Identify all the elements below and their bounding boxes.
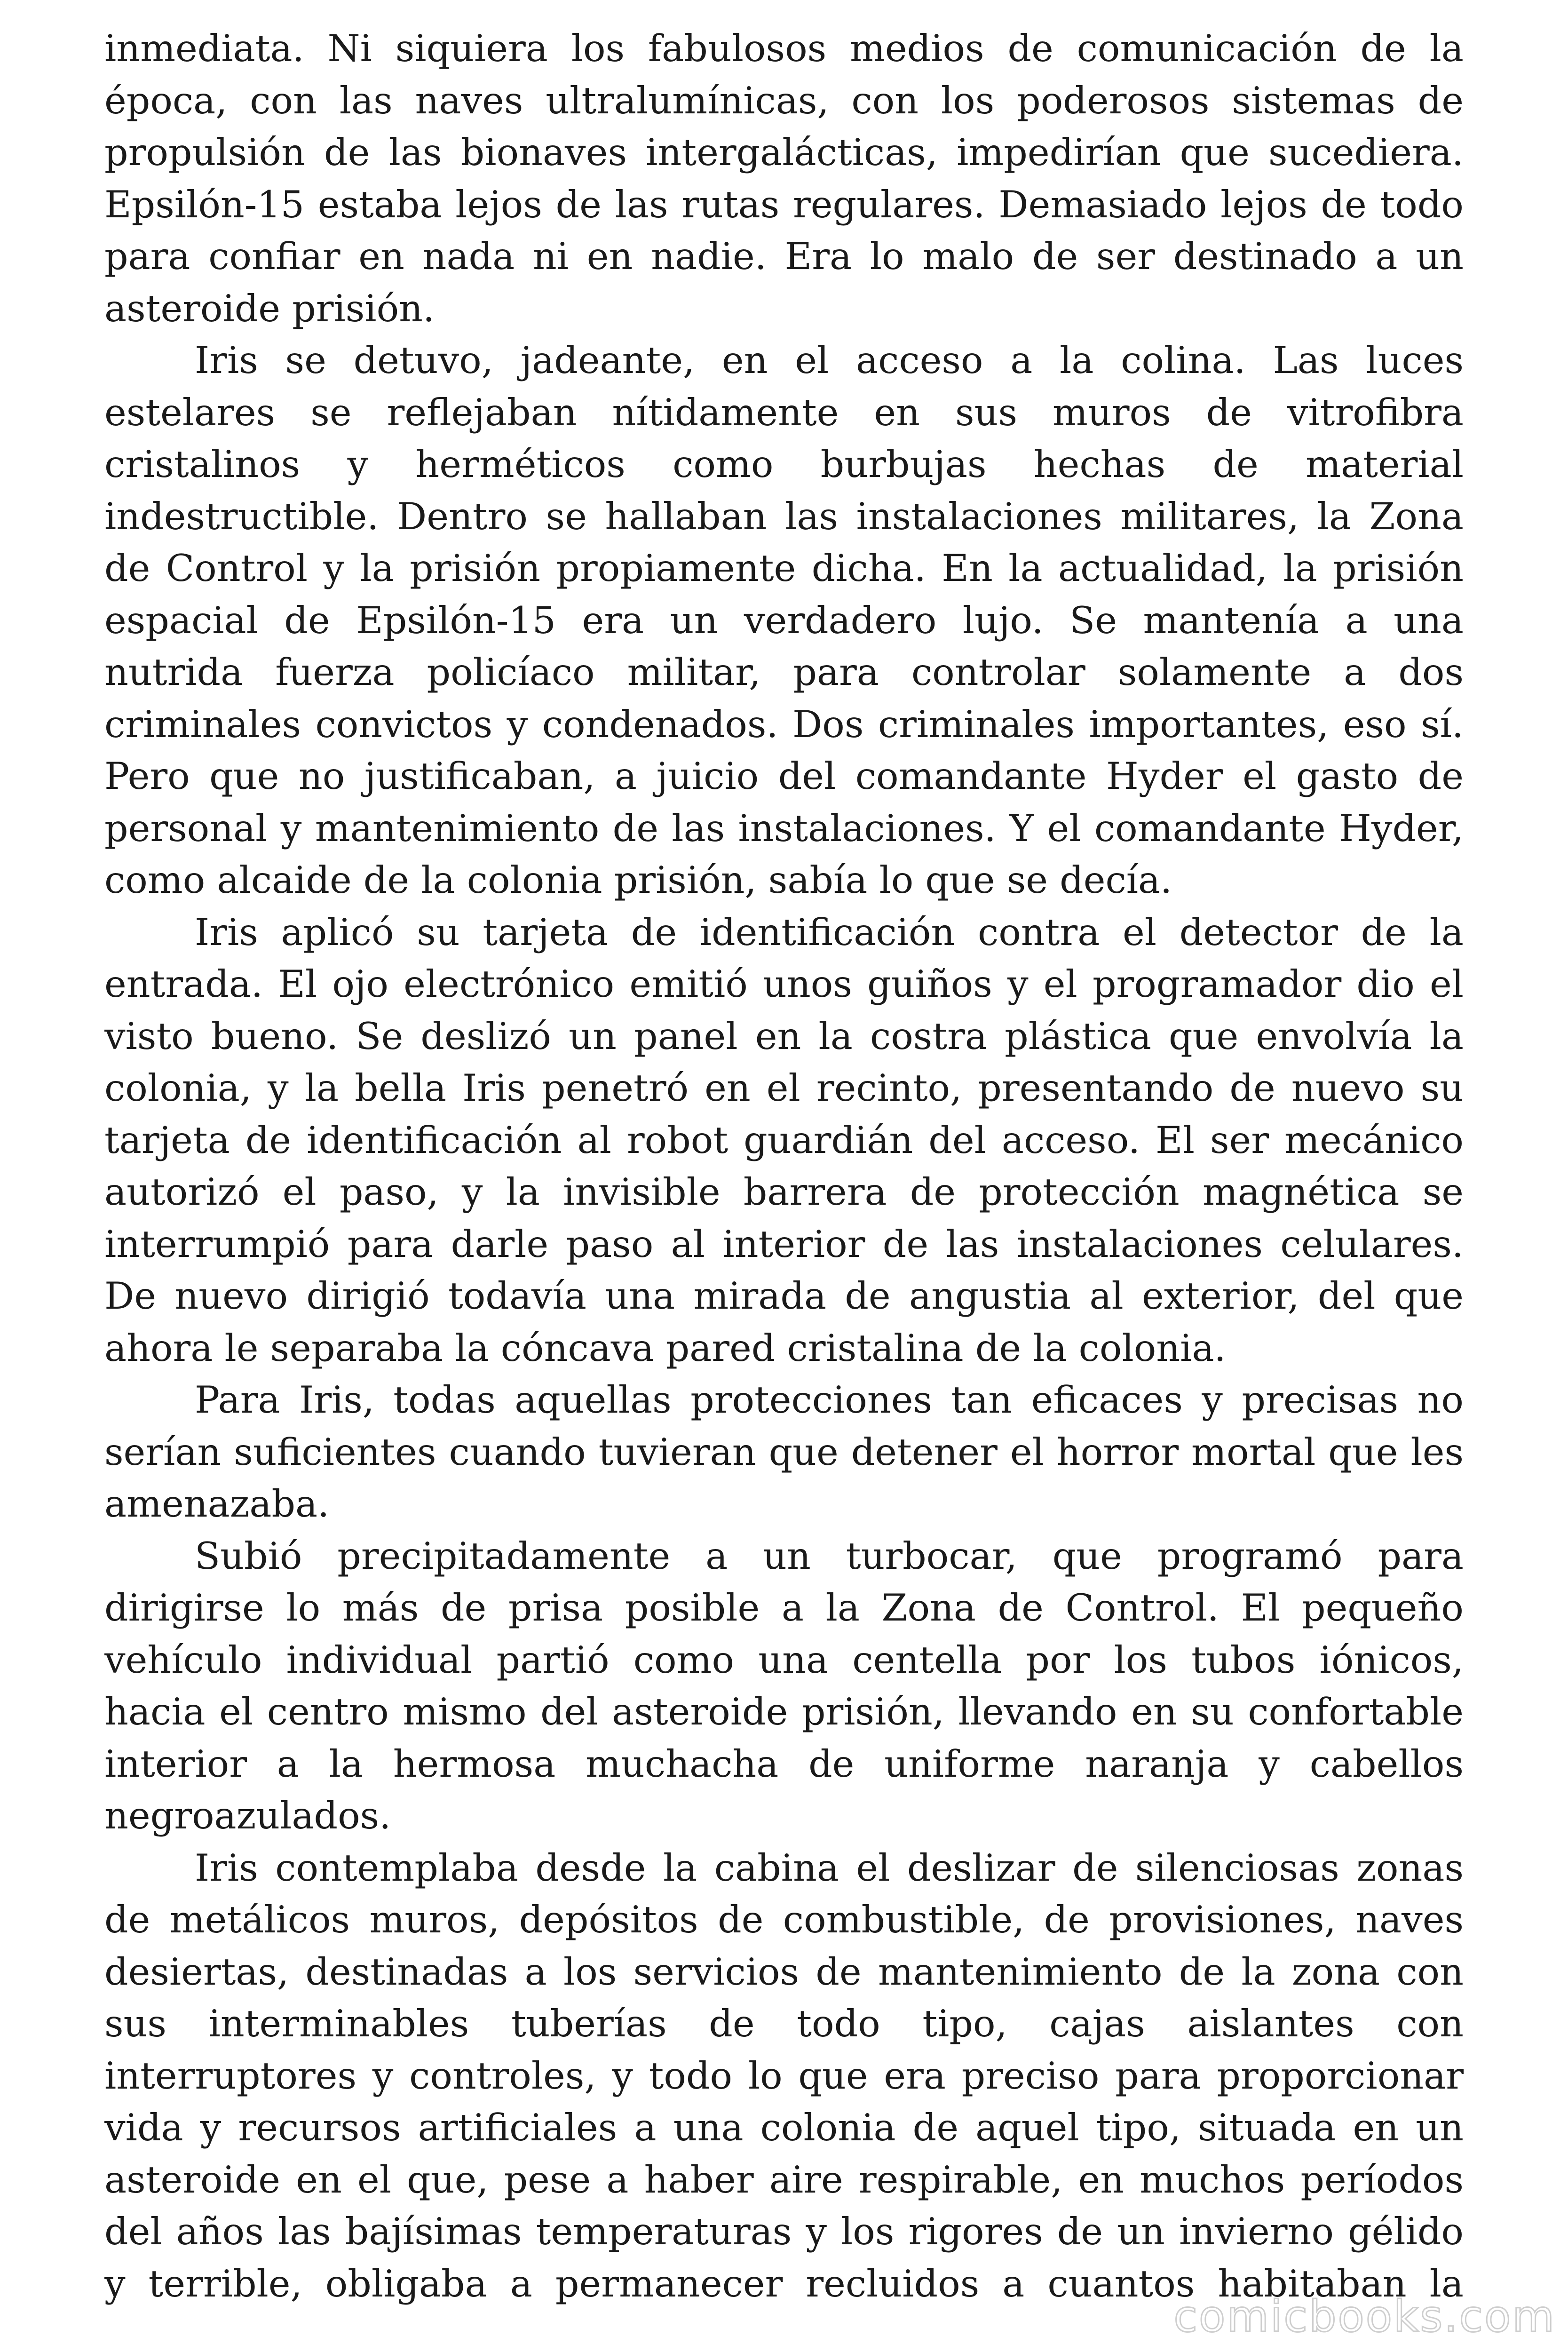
paragraph-6: Iris contemplaba desde la cabina el deslizar de silenciosas zonas de metálicos muros, depósitos de combustible, de provisiones, naves desiertas, destinadas a los servicios de mantenimiento de la zona con sus interminables tuberías de todo tipo, cajas aislantes con interruptores y controles, y todo lo que era preciso para proporcionar vida y recursos artificiales a una colonia de aquel tipo, situada en un asteroide en el que, pese a haber aire respirable, en muchos períodos del años las bajísimas temperaturas y los rigores de un invierno gélido y terrible, obligaba a permanecer recluidos a cuantos habitaban la — [104, 1846, 1464, 2305]
watermark-logo: comicbooks.com — [1173, 2291, 1556, 2342]
book-page-text — [104, 23, 1464, 2318]
paragraph-1: inmediata. Ni siquiera los fabulosos medios de comunicación de la época, con las naves ultralumínicas, con los poderosos sistemas de propulsión de las bionaves intergalácticas, impedirían que sucediera. Epsilón-15 estaba lejos de las rutas regulares. Demasiado lejos de todo para confiar en nada ni en nadie. Era lo malo de ser destinado a un asteroide prisión. — [104, 27, 1464, 330]
paragraph-3: Iris aplicó su tarjeta de identificación contra el detector de la entrada. El ojo electrónico emitió unos guiños y el programador dio el visto bueno. Se deslizó un panel en la costra plástica que envolvía la colonia, y la bella Iris penetró en el recinto, presentando de nuevo su tarjeta de identificación al robot guardián del acceso. El ser mecánico autorizó el paso, y la invisible barrera de protección magnética se interrumpió para darle paso al interior de las instalaciones celulares. De nuevo dirigió todavía una mirada de angustia al exterior, del que ahora le separaba la cóncava pared cristalina de la colonia. — [104, 910, 1464, 1370]
paragraph-5: Subió precipitadamente a un turbocar, que programó para dirigirse lo más de prisa posible a la Zona de Control. El pequeño vehículo individual partió como una centella por los tubos iónicos, hacia el centro mismo del asteroide prisión, llevando en su confortable interior a la hermosa muchacha de uniforme naranja y cabellos negroazulados. — [104, 1534, 1464, 1837]
paragraph-4: Para Iris, todas aquellas protecciones tan eficaces y precisas no serían suficientes cuando tuvieran que detener el horror mortal que les amenazaba. — [104, 1378, 1464, 1526]
paragraph-2: Iris se detuvo, jadeante, en el acceso a la colina. Las luces estelares se reflejaban nítidamente en sus muros de vitrofibra cristalinos y herméticos como burbujas hechas de material indestructible. Dentro se hallaban las instalaciones militares, la Zona de Control y la prisión propiamente dicha. En la actualidad, la prisión espacial de Epsilón-15 era un verdadero lujo. Se mantenía a una nutrida fuerza policíaco militar, para controlar solamente a dos criminales convictos y condenados. Dos criminales importantes, eso sí. Pero que no justificaban, a juicio del comandante Hyder el gasto de personal y mantenimiento de las instalaciones. Y el comandante Hyder, como alcaide de la colonia prisión, sabía lo que se decía. — [104, 339, 1464, 902]
